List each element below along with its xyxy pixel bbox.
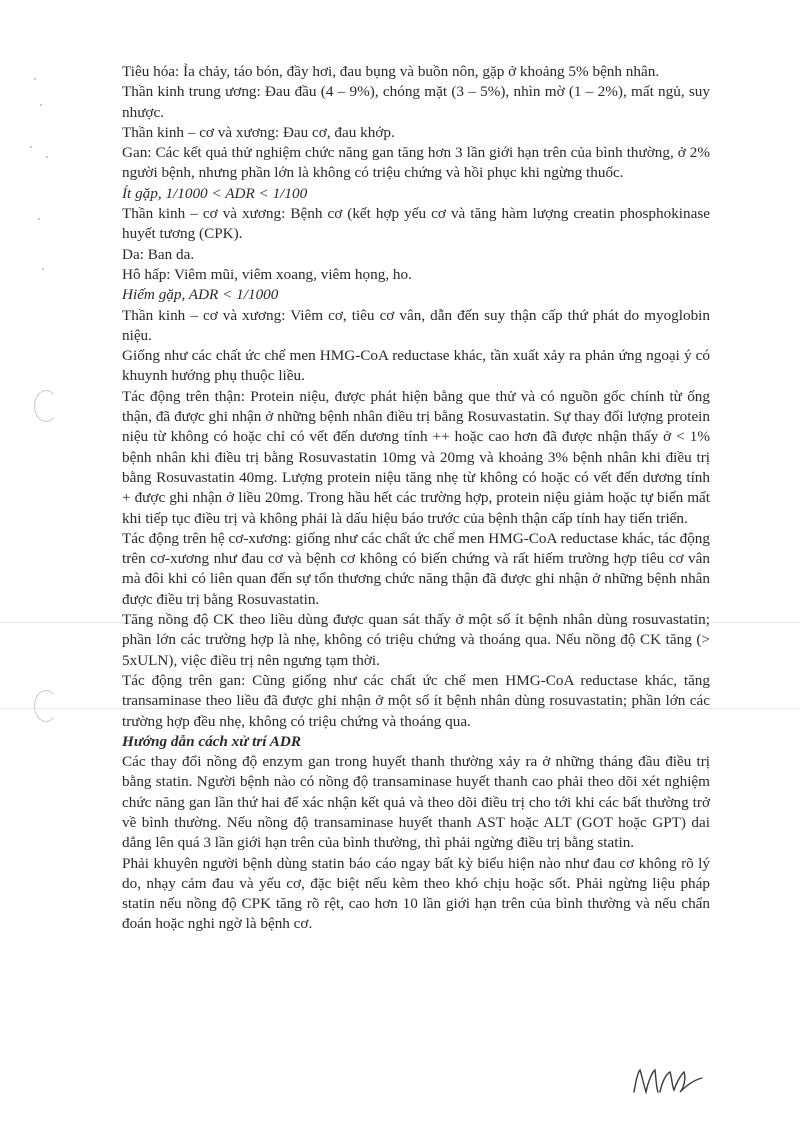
scan-speck (46, 156, 48, 158)
paragraph-musculoskeletal-effects: Tác động trên hệ cơ-xương: giống như các chất ức chế men HMG-CoA reductase khác, tác động trên cơ-xương như đau cơ và bệnh cơ không có biến chứng và rất hiếm trường hợp tiêu cơ vân mà đôi khi có liên quan đến sự tổn thương chức năng thận đã được ghi nhận ở những bệnh nhân được điều trị bằng Rosuvastatin. (122, 529, 710, 608)
paragraph-ck-increase: Tăng nồng độ CK theo liều dùng được quan sát thấy ở một số ít bệnh nhân dùng rosuvastatin; phần lớn các trường hợp là nhẹ, không có triệu chứng và thoáng qua. Nếu nồng độ CK tăng (> 5xULN), việc điều trị nên ngưng tạm thời. (122, 611, 710, 669)
paragraph-digestive: Tiêu hóa: Ỉa chảy, táo bón, đầy hơi, đau bụng và buồn nôn, gặp ở khoảng 5% bệnh nhân. (122, 63, 660, 80)
paragraph-patient-advice: Phải khuyên người bệnh dùng statin báo cáo ngay bất kỳ biểu hiện nào như đau cơ không rõ lý do, nhạy cảm đau và yếu cơ, đặc biệt nếu kèm theo khó chịu hoặc sốt. Phải ngừng liệu pháp statin nếu nồng độ CPK tăng rõ rệt, cao hơn 10 lần giới hạn trên của bình thường và nếu chẩn đoán hoặc nghi ngờ là bệnh cơ. (122, 854, 710, 933)
paragraph-respiratory: Hô hấp: Viêm mũi, viêm xoang, viêm họng, ho. (122, 265, 412, 283)
paragraph-skin: Da: Ban da. (122, 245, 195, 263)
paragraph-enzyme-monitoring: Các thay đổi nồng độ enzym gan trong huyết thanh thường xảy ra ở những tháng đầu điều trị bằng statin. Người bệnh nào có nồng độ transaminase huyết thanh cao phải theo dõi xét nghiệm chức năng gan lần thứ hai để xác nhận kết quả và theo dõi điều trị cho tới khi các bất thường trở về bình thường. Nếu nồng độ transaminase huyết thanh AST hoặc ALT (GOT hoặc GPT) dai dẳng lên quá 3 lần giới hạn trên của bình thường, thì phải ngừng điều trị bằng statin. (122, 753, 710, 852)
paragraph-myopathy: Thần kinh – cơ và xương: Bệnh cơ (kết hợp yếu cơ và tăng hàm lượng creatin phosphokinase huyết tương (CPK). (122, 205, 710, 243)
subheading-rare: Hiếm gặp, ADR < 1/1000 (122, 286, 279, 304)
scan-speck (34, 78, 36, 80)
paragraph-musculoskeletal: Thần kinh – cơ và xương: Đau cơ, đau khớp. (122, 123, 395, 141)
document-body (122, 62, 710, 935)
paragraph-rhabdomyolysis: Thần kinh – cơ và xương: Viêm cơ, tiêu cơ vân, dẫn đến suy thận cấp thứ phát do myoglobin niệu. (122, 306, 710, 344)
paragraph-dose-dependence: Giống như các chất ức chế men HMG-CoA reductase khác, tần xuất xảy ra phản ứng ngoại ý có khuynh hướng phụ thuộc liều. (122, 347, 710, 385)
subheading-uncommon: Ít gặp, 1/1000 < ADR < 1/100 (122, 184, 308, 202)
scan-speck (42, 268, 44, 270)
handwritten-signature (628, 1062, 708, 1102)
punch-hole-mark (34, 690, 58, 722)
paragraph-liver-effects: Tác động trên gan: Cũng giống như các chất ức chế men HMG-CoA reductase khác, tăng transaminase theo liều đã được ghi nhận ở một số ít bệnh nhân dùng rosuvastatin; phần lớn các trường hợp đều nhẹ, không có triệu chứng và thoáng qua. (122, 671, 710, 730)
paragraph-liver: Gan: Các kết quả thử nghiệm chức năng gan tăng hơn 3 lần giới hạn trên của bình thường, ở 2% người bệnh, nhưng phần lớn là không có triệu chứng và hồi phục khi ngừng thuốc. (122, 144, 710, 182)
scan-speck (40, 104, 42, 106)
scan-speck (30, 146, 32, 148)
paragraph-renal-effects: Tác động trên thận: Protein niệu, được phát hiện bằng que thử và có nguồn gốc chính từ ống thận, đã được ghi nhận ở những bệnh nhân điều trị bằng Rosuvastatin. Sự thay đổi lượng protein niệu từ không có hoặc chỉ có vết đến dương tính ++ hoặc cao hơn đã được nhận thấy ở < 1% bệnh nhân khi điều trị bằng Rosuvastatin 10mg và 20mg và khoảng 3% bệnh nhân khi điều trị bằng Rosuvastatin 40mg. Lượng protein niệu tăng nhẹ từ không có hoặc có vết đến dương tính + được ghi nhận ở liều 20mg. Trong hầu hết các trường hợp, protein niệu giảm hoặc tự biến mất khi tiếp tục điều trị và không phải là dấu hiệu báo trước của bệnh thận cấp tính hay tiến triển. (122, 387, 710, 527)
scan-speck (38, 218, 40, 220)
section-heading-adr-management: Hướng dẫn cách xử trí ADR (122, 732, 301, 750)
paragraph-cns: Thần kinh trung ương: Đau đầu (4 – 9%), chóng mặt (3 – 5%), nhìn mờ (1 – 2%), mất ngủ, suy nhược. (122, 83, 710, 121)
punch-hole-mark (34, 390, 58, 422)
